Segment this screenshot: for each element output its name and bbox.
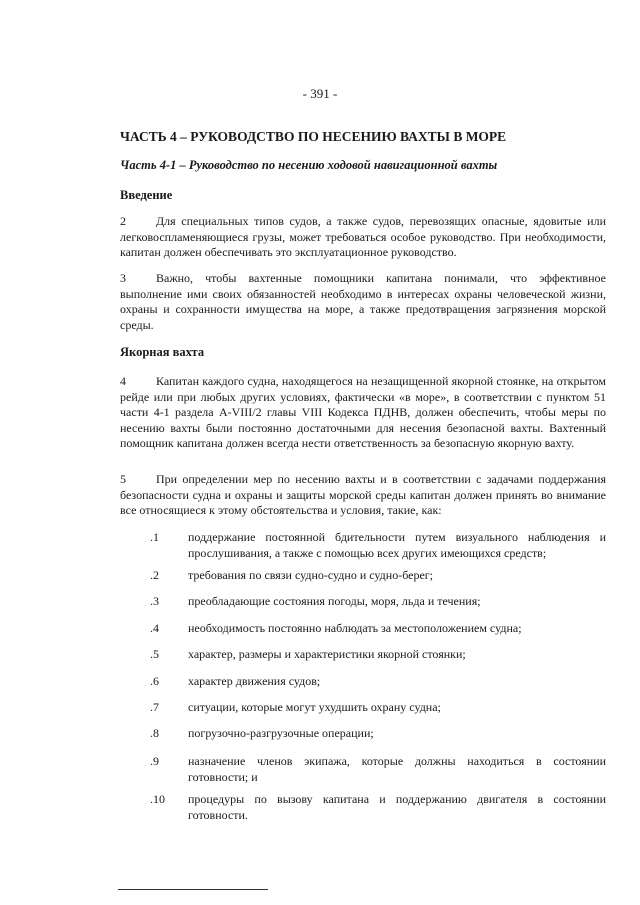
list-item-number: .6 [150, 674, 159, 688]
section-heading-intro: Введение [120, 188, 173, 202]
footnote-divider [118, 889, 268, 890]
paragraph-number: 2 [120, 214, 126, 228]
list-item [150, 594, 606, 610]
list-item-number: .5 [150, 647, 159, 661]
paragraph-text: При определении мер по несению вахты и в соответствии с задачами поддержания безопасности судна и охраны и защиты морской среды капитан должен принять во внимание все относящиеся к этому обстоятельства и условия, такие, как: [120, 472, 606, 517]
list-item-number: .7 [150, 700, 159, 714]
list-item-text: требования по связи судно-судно и судно-берег; [188, 568, 434, 582]
list-item-number: .1 [150, 530, 159, 544]
list-item [150, 754, 606, 785]
paragraph-5 [120, 472, 606, 519]
paragraph-number: 3 [120, 271, 126, 285]
list-item-number: .9 [150, 754, 159, 768]
list-item-text: назначение членов экипажа, которые должны находиться в состоянии готовности; и [188, 754, 606, 784]
paragraph-text: Капитан каждого судна, находящегося на незащищенной якорной стоянке, на открытом рейде или при любых других условиях, фактически «в море», в соответствии с пунктом 51 части 4-1 раздела A-VIII/2 главы VIII Кодекса ПДНВ, должен обеспечить, чтобы меры по несению вахты были постоянно достаточными для несения безопасной вахты. Вахтенный помощник капитана должен всегда нести ответственность за безопасную якорную вахту. [120, 374, 606, 450]
page-number: - 391 - [302, 86, 338, 101]
list-item-text: характер движения судов; [188, 674, 321, 688]
list-item [150, 621, 606, 637]
list-item-number: .8 [150, 726, 159, 740]
paragraph-text: Важно, чтобы вахтенные помощники капитана понимали, что эффективное выполнение ими своих обязанностей необходимо в интересах охраны человеческой жизни, охраны и сохранности имущества на море, а также предотвращения загрязнения морской среды. [120, 271, 606, 332]
paragraph-number: 5 [120, 472, 126, 486]
list-item-text: необходимость постоянно наблюдать за местоположением судна; [188, 621, 522, 635]
list-item-number: .10 [150, 792, 165, 806]
paragraph-text: Для специальных типов судов, а также судов, перевозящих опасные, ядовитые или легковоспламеняющиеся грузы, может требоваться особое руководство. При необходимости, капитан должен обеспечивать это эксплуатационное руководство. [120, 214, 606, 259]
list-item-text: ситуации, которые могут ухудшить охрану судна; [188, 700, 441, 714]
list-item [150, 792, 606, 823]
part-title: ЧАСТЬ 4 – РУКОВОДСТВО ПО НЕСЕНИЮ ВАХТЫ В МОРЕ [120, 129, 507, 144]
list-item [150, 726, 606, 742]
list-item [150, 700, 606, 716]
list-item-text: преобладающие состояния погоды, моря, льда и течения; [188, 594, 481, 608]
list-item-number: .3 [150, 594, 159, 608]
list-item-text: характер, размеры и характеристики якорной стоянки; [188, 647, 466, 661]
list-item-number: .2 [150, 568, 159, 582]
part-subtitle: Часть 4-1 – Руководство по несению ходовой навигационной вахты [120, 158, 498, 172]
list-item-number: .4 [150, 621, 159, 635]
list-item [150, 674, 606, 690]
list-item-text: процедуры по вызову капитана и поддержанию двигателя в состоянии готовности. [188, 792, 606, 822]
list-item [150, 530, 606, 561]
section-heading-anchor-watch: Якорная вахта [120, 345, 205, 359]
list-item [150, 568, 606, 584]
paragraph-number: 4 [120, 374, 126, 388]
list-item [150, 647, 606, 663]
paragraph-3 [120, 271, 606, 333]
list-item-text: поддержание постоянной бдительности путем визуального наблюдения и прослушивания, а также с помощью всех других имеющихся средств; [188, 530, 606, 560]
paragraph-4 [120, 374, 606, 452]
list-item-text: погрузочно-разгрузочные операции; [188, 726, 374, 740]
paragraph-2 [120, 214, 606, 261]
